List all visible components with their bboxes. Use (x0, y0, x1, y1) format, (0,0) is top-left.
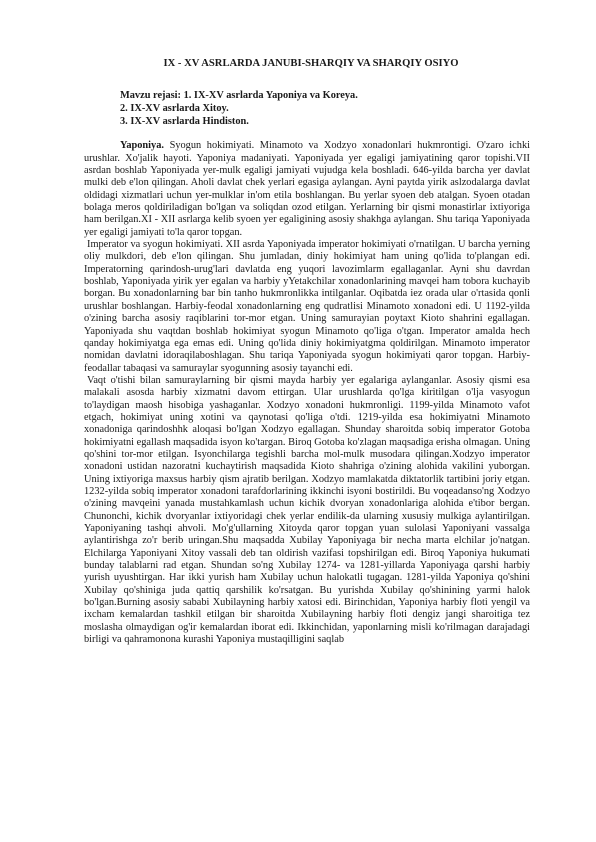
page-title: IX - XV ASRLARDA JANUBI-SHARQIY VA SHARQIY OSIYO (163, 58, 459, 69)
paragraph (84, 375, 530, 647)
paragraph-text: Syogun hokimiyati. Minamoto va Xodzyo xonadonlari hukmrontigi. O'zaro ichki urushlar. Xo'jalik hayoti. Yaponiya madaniyati. Yaponiyada yer egaligi jamiyatining qaror topishi.VII asrdan boshlab Yaponiyada yer-mulk egaligi jamiyati vujudga kela boshladi. 646-yilda barcha yer davlat mulki deb e'lon qilingan. Aholi davlat chek yerlari egasiga aylangan. Ayni paytda yirik aslzodalarga davlat oldidagi xizmatlari uchun yer-mulklar in'om etila boshlangan. Bu yerlar syoen deb atalgan. Syoen otadan bolaga meros qoldiriladigan bo'lgan va soliqdan ozod etilgan. Yerlarning bir qismi monastirlar ixtiyoriga ham berilgan.XI - XII asrlarga kelib syoen yer egaligining asosiy shakhga aylangan. Shu tariqa Yaponiyada yer egaligi jamiyati to'la qaror topgan. (84, 140, 530, 238)
plan-line: 2. IX-XV asrlarda Xitoy. (120, 103, 229, 115)
paragraph (84, 140, 530, 239)
paragraph (84, 239, 530, 375)
plan-line: 3. IX-XV asrlarda Hindiston. (120, 116, 249, 128)
paragraph-text: Imperator va syogun hokimiyati. XII asrda Yaponiyada imperator hokimiyati o'rnatilgan. U barcha yerning oliy mulkdori, deb e'lon qilingan. Shu jumladan, diniy hokimiyat ham uning qo'lida to'plangan edi. Imperatorning qarindosh-urug'lari davlatda eng yuqori lavozimlarm egallaganlar. Ayni shu davrdan boshlab, Yaponiyada yirik yer egalan va harbiy yYetakchilar xonadonlarining mavqei ham tobora kuchayib borgan. Bu xonadonlarning bar bin tanho hukmronlikka intilganlar. Oqibatda iez orada ular o'rtasida qonli urushlar boshlangan. Harbiy-feodal xonadonlarning eng qudratlisi Minamoto xonadoni edi. U 1192-yilda o'zining barcha asosiy raqiblarini tor-mor etgan. Uning samurayian poytaxt Kioto shahrini egallagan. Yaponiyada shu vaqtdan boshlab hokimiyat syogun Minamoto qo'liga o'tgan. Imperator amalda hech qanday hokimiyatga ega emas edi. Uning qo'lida diniy hokimiyatgma qoldirilgan. Minamoto imperator nomidan davlatni idoraqilaboshlagan. Shu tariqa Yaponiyada syogun hokimiyati qaror topgan. Harbiy-feodallar tabaqasi va samuraylar syogunning asosiy tayanchi edi. (84, 239, 530, 374)
plan-line: Mavzu rejasi: 1. IX-XV asrlarda Yaponiya va Koreya. (120, 90, 358, 102)
paragraph-text: Vaqt o'tishi bilan samuraylarning bir qismi mayda harbiy yer egalariga aylanganlar. Asosiy qismi esa malakali asosda harbiy xizmatni davom ettirgan. Ular urushlarda qo'lga kiritilgan o'lja vasyogun to'laydigan maosh hisobiga yashaganlar. Xodzyo xonadoni hukmronligi. 1199-yilda Minamoto vafot etgach, hokimiyat uning xotini va qaynotasi qo'liga o'tdi. 1219-yilda esa hokimiyatni Minamoto xonadoniga qarindoshhk aloqasi bo'lgan Xodzyo egallagan. Shunday sharoitda sobiq imperator Gotoba hokimiyatni egallash maqsadida isyon ko'targan. Biroq Gotoba ko'zlagan maqsadiga erisha olmagan. Uning qo'shini tor-mor etilgan. Isyonchilarga tegishli barcha mol-mulk musodara qilingan.Xodzyo imperator xonadoni ustidan nazoratni kuchaytirish maqsadida Kioto shahriga o'zining alohida vakilini yuborgan. Uning ixtiyoriga maxsus harbiy qism ajratib berilgan. Xodzyo mamlakatda diktatorlik tartibini joriy etgan. 1232-yilda sobiq imperator xonadoni tarafdorlarining ikkinchi isyoni bostirildi. Bu voqeadanso'ng Xodzyo o'zining mavqeini yanada mustahkamlash uchun kichik dvoryan xonadonlariga alohida e'tibor bergan. Chunonchi, kichik dvoryanlar ixtiyoridagi chek yerlar endilik-da ularning xususiy mulkiga aylantirilgan. Yaponiyaning tashqi ahvoli. Mo'g'ullarning Xitoyda qaror topgan yuan sulolasi Yaponiyani vassalga aylantirishga zo'r berib uringan.Shu maqsadda Xubilay Yaponiyaga bir necha marta elchilar jo'natgan. Elchilarga Yaponiyani Xitoy vassali deb tan oldirish vazifasi topshirilgan edi. Biroq Yaponiya hukumati bunday talablarni rad etgan. Shundan so'ng Xubilay 1274- va 1281-yillarda Yaponiyaga qarshi harbiy yurish uyushtirgan. Har ikki yurish ham Xubilay uchun halokatli tugagan. 1281-yilda Yaponiya qo'shini Xubilay qo'shiniga juda qattiq qarshilik ko'rsatgan. Bu yurishda Xubilay qo'shinining yarmi halok bo'lgan.Burning asosiy sababi Xubilayning harbiy xatosi edi. Birinchidan, Yaponiya harbiy floti yengil va ixcham kemalardan tashkil etilgan bir sharoitda Xubilayning harbiy floti dengiz jangi sharoitiga tez moslasha olmaydigan og'ir kemalardan iborat edi. Ikkinchidan, yaponlarning misli ko'rilmagan darajadagi birligi va qahramonona kurashi Yaponiya mustaqilligini saqlab (84, 374, 530, 646)
lesson-plan (84, 89, 530, 128)
paragraph-lead: Yaponiya. (120, 140, 164, 152)
document-body (84, 140, 530, 646)
